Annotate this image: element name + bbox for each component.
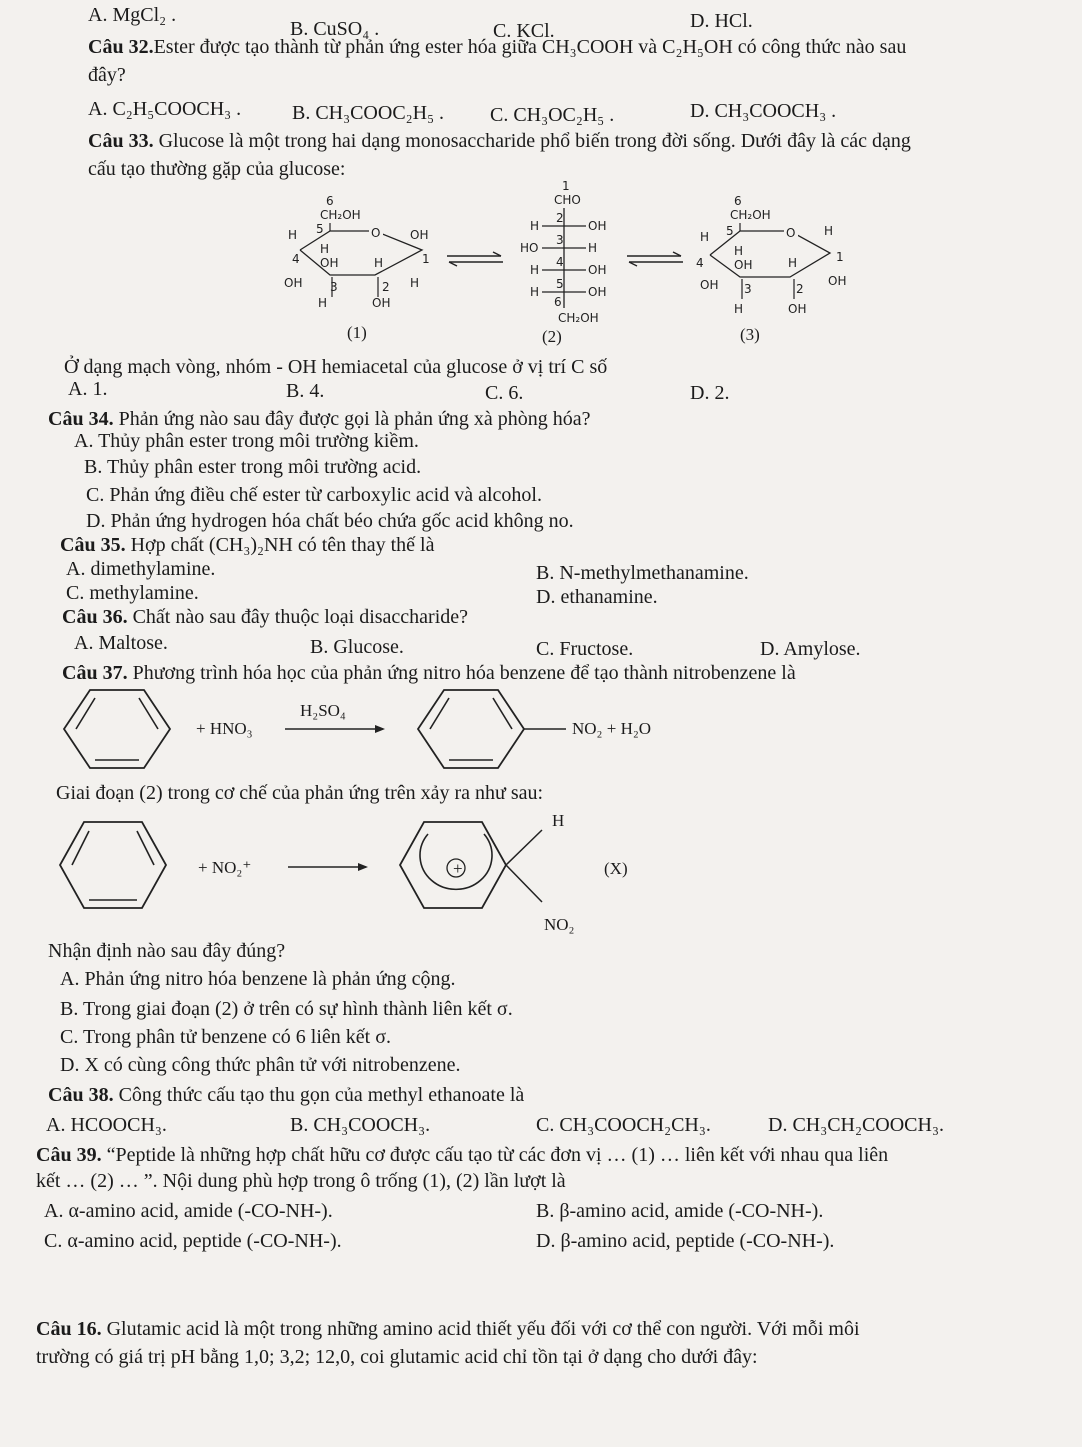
- q33-label: Câu 33.: [88, 130, 154, 152]
- ring-oxygen-label: O: [786, 226, 796, 240]
- h-label: H: [700, 230, 710, 244]
- c3-number: 3: [330, 280, 338, 294]
- q34-option-c: C. Phản ứng điều chế ester từ carboxylic acid và alcohol.: [86, 484, 542, 506]
- c1-number: 1: [422, 252, 430, 266]
- q32-option-c: C. CH₃OC₂H₅ .: [490, 104, 615, 126]
- q39-stem-line2: kết … (2) … ”. Nội dung phù hợp trong ô trống (1), (2) lần lượt là: [36, 1170, 566, 1192]
- q32-option-d: D. CH₃COOCH₃ .: [690, 100, 837, 122]
- q35-option-a: A. dimethylamine.: [66, 558, 216, 580]
- c5-number: 5: [556, 277, 564, 291]
- q31-option-c: C. KCl.: [493, 20, 555, 42]
- h-label: H: [374, 256, 384, 270]
- q33-stem: [88, 130, 911, 152]
- c4-number: 4: [696, 256, 704, 270]
- q34-option-a: A. Thủy phân ester trong môi trường kiềm.: [74, 430, 419, 452]
- q35-option-b: B. N-methylmethanamine.: [536, 562, 749, 584]
- q35-stem: [60, 534, 434, 556]
- glucose-structure-2: [520, 180, 620, 330]
- q37-option-b: B. Trong giai đoạn (2) ở trên có sự hình thành liên kết σ.: [60, 998, 513, 1020]
- q38-stem: [48, 1084, 524, 1106]
- q38-option-c: C. CH₃COOCH₂CH₃.: [536, 1114, 711, 1136]
- oh-label: OH: [828, 274, 847, 288]
- equilibrium-arrow-icon: [625, 252, 685, 266]
- q37-option-a: A. Phản ứng nitro hóa benzene là phản ứng cộng.: [60, 968, 456, 990]
- intermediate-x-label: (X): [604, 859, 628, 878]
- q33-stem-line1: Glucose là một trong hai dạng monosaccharide phổ biến trong đời sống. Dưới đây là các dạng: [158, 130, 911, 152]
- q36-option-d: D. Amylose.: [760, 638, 861, 660]
- oh-label: OH: [320, 256, 339, 270]
- q38-option-a: A. HCOOCH₃.: [46, 1114, 167, 1136]
- q39-stem-line1: “Peptide là những hợp chất hữu cơ được cấu tạo từ các đơn vị … (1) … liên kết với nhau qua liên: [106, 1144, 889, 1166]
- h-label: H: [530, 263, 540, 277]
- reaction-arrow-icon: [285, 724, 387, 734]
- q34-option-b: B. Thủy phân ester trong môi trường acid.: [84, 456, 422, 478]
- glucose-figure-2-label: (2): [542, 327, 562, 346]
- h-label: H: [734, 244, 744, 258]
- c3-number: 3: [744, 282, 752, 296]
- oh-label: OH: [410, 228, 429, 242]
- q16-label: Câu 16.: [36, 1318, 102, 1340]
- q31-option-d: D. HCl.: [690, 10, 753, 32]
- q32-stem-line1: Ester được tạo thành từ phản ứng ester hóa giữa CH₃COOH và C₂H₅OH có công thức nào sau: [153, 36, 907, 58]
- q16-stem-line1: Glutamic acid là một trong những amino acid thiết yếu đối với cơ thể con người. Với mỗi môi: [106, 1318, 860, 1340]
- oh-label: OH: [734, 258, 753, 272]
- intermediate-h-label: H: [552, 811, 565, 830]
- q39-option-d: D. β-amino acid, peptide (-CO-NH-).: [536, 1230, 835, 1252]
- q37-question: Nhận định nào sau đây đúng?: [48, 940, 286, 962]
- h-label: H: [530, 285, 540, 299]
- c5-number: 5: [726, 224, 734, 238]
- q32-label: Câu 32.: [88, 36, 154, 58]
- q39-option-c: C. α-amino acid, peptide (-CO-NH-).: [44, 1230, 342, 1252]
- h2so4-catalyst: H₂SO₄: [300, 701, 346, 720]
- h-label: H: [320, 242, 330, 256]
- q35-option-d: D. ethanamine.: [536, 586, 658, 608]
- q32-stem: [88, 36, 906, 58]
- c1-number: 1: [562, 179, 570, 193]
- q33-question: Ở dạng mạch vòng, nhóm - OH hemiacetal của glucose ở vị trí C số: [64, 356, 608, 378]
- c6-number: 6: [554, 295, 562, 309]
- oh-label: OH: [588, 285, 607, 299]
- positive-charge-symbol: +: [453, 859, 463, 878]
- q34-stem-text: Phản ứng nào sau đây được gọi là phản ứng xà phòng hóa?: [118, 408, 591, 430]
- oh-label: OH: [700, 278, 719, 292]
- q39-stem: [36, 1144, 888, 1166]
- q37-option-c: C. Trong phân tử benzene có 6 liên kết σ.: [60, 1026, 392, 1048]
- q38-stem-text: Công thức cấu tạo thu gọn của methyl ethanoate là: [118, 1084, 525, 1106]
- q33-stem-line2: cấu tạo thường gặp của glucose:: [88, 158, 346, 180]
- q32-stem-line2: đây?: [88, 64, 126, 86]
- q33-option-a: A. 1.: [68, 378, 108, 400]
- c2-number: 2: [796, 282, 804, 296]
- ch2oh-label: CH₂OH: [730, 208, 771, 222]
- c2-number: 2: [382, 280, 390, 294]
- c6-number: 6: [326, 194, 334, 208]
- arenium-ion-intermediate: [398, 820, 558, 912]
- q37-option-d: D. X có cùng công thức phân tử với nitrobenzene.: [60, 1054, 461, 1076]
- q31-option-a: A. MgCl₂ .: [88, 4, 177, 26]
- q39-option-b: B. β-amino acid, amide (-CO-NH-).: [536, 1200, 824, 1222]
- c1-number: 1: [836, 250, 844, 264]
- hno3-reagent: + HNO₃: [196, 719, 253, 738]
- intermediate-no2-label: NO₂: [544, 915, 575, 934]
- q34-option-d: D. Phản ứng hydrogen hóa chất béo chứa gốc acid không no.: [86, 510, 574, 532]
- q32-option-a: A. C₂H₅COOCH₃ .: [88, 98, 242, 120]
- ho-label: HO: [520, 241, 539, 255]
- q16-stem-line2: trường có giá trị pH bằng 1,0; 3,2; 12,0, coi glutamic acid chỉ tồn tại ở dạng cho dưới đây:: [36, 1346, 758, 1368]
- benzene-ring-icon: [62, 688, 172, 770]
- glucose-structure-3: [690, 195, 860, 320]
- q38-option-b: B. CH₃COOCH₃.: [290, 1114, 431, 1136]
- h-label: H: [788, 256, 798, 270]
- q38-label: Câu 38.: [48, 1084, 114, 1106]
- q36-option-b: B. Glucose.: [310, 636, 404, 658]
- oh-label: OH: [588, 219, 607, 233]
- q16-stem: [36, 1318, 860, 1340]
- q33-option-b: B. 4.: [286, 380, 325, 402]
- c5-number: 5: [316, 222, 324, 236]
- c2-number: 2: [556, 211, 564, 225]
- ch2oh-label: CH₂OH: [558, 311, 599, 325]
- q39-option-a: A. α-amino acid, amide (-CO-NH-).: [44, 1200, 333, 1222]
- reaction-products: NO₂ + H₂O: [572, 719, 652, 738]
- q31-option-b: B. CuSO₄ .: [290, 18, 380, 40]
- benzene-ring-icon: [58, 820, 168, 910]
- oh-label: OH: [788, 302, 807, 316]
- h-label: H: [588, 241, 598, 255]
- q36-stem: [62, 606, 468, 628]
- q32-option-b: B. CH₃COOC₂H₅ .: [292, 102, 445, 124]
- q36-option-c: C. Fructose.: [536, 638, 634, 660]
- ring-oxygen-label: O: [371, 226, 381, 240]
- q34-stem: [48, 408, 590, 430]
- q35-label: Câu 35.: [60, 534, 126, 556]
- h-label: H: [824, 224, 834, 238]
- q37-label: Câu 37.: [62, 662, 128, 684]
- q34-label: Câu 34.: [48, 408, 114, 430]
- glucose-figure-3-label: (3): [740, 325, 760, 344]
- h-label: H: [530, 219, 540, 233]
- glucose-structure-1: [270, 195, 450, 320]
- q39-label: Câu 39.: [36, 1144, 102, 1166]
- h-label: H: [288, 228, 298, 242]
- ch2oh-label: CH₂OH: [320, 208, 361, 222]
- oh-label: OH: [372, 296, 391, 310]
- c4-number: 4: [292, 252, 300, 266]
- equilibrium-arrow-icon: [445, 252, 505, 266]
- q33-option-c: C. 6.: [485, 382, 524, 404]
- q36-option-a: A. Maltose.: [74, 632, 168, 654]
- q37-stem-text: Phương trình hóa học của phản ứng nitro hóa benzene để tạo thành nitrobenzene là: [132, 662, 796, 684]
- c4-number: 4: [556, 255, 564, 269]
- q38-option-d: D. CH₃CH₂COOCH₃.: [768, 1114, 944, 1136]
- oh-label: OH: [588, 263, 607, 277]
- q37-stem: [62, 662, 796, 684]
- h-label: H: [410, 276, 420, 290]
- nitrobenzene-ring-icon: [416, 688, 546, 770]
- q35-stem-text: Hợp chất (CH₃)₂NH có tên thay thế là: [130, 534, 435, 556]
- h-label: H: [318, 296, 328, 310]
- cho-label: CHO: [554, 193, 581, 207]
- q35-option-c: C. methylamine.: [66, 582, 199, 604]
- c6-number: 6: [734, 194, 742, 208]
- nitronium-reagent: + NO₂⁺: [198, 858, 252, 877]
- oh-label: OH: [284, 276, 303, 290]
- c3-number: 3: [556, 233, 564, 247]
- q36-stem-text: Chất nào sau đây thuộc loại disaccharide?: [132, 606, 469, 628]
- q37-stage-text: Giai đoạn (2) trong cơ chế của phản ứng trên xảy ra như sau:: [56, 782, 544, 804]
- q36-label: Câu 36.: [62, 606, 128, 628]
- q33-option-d: D. 2.: [690, 382, 730, 404]
- h-label: H: [734, 302, 744, 316]
- glucose-figure-1-label: (1): [347, 323, 367, 342]
- reaction-arrow-icon: [288, 862, 370, 872]
